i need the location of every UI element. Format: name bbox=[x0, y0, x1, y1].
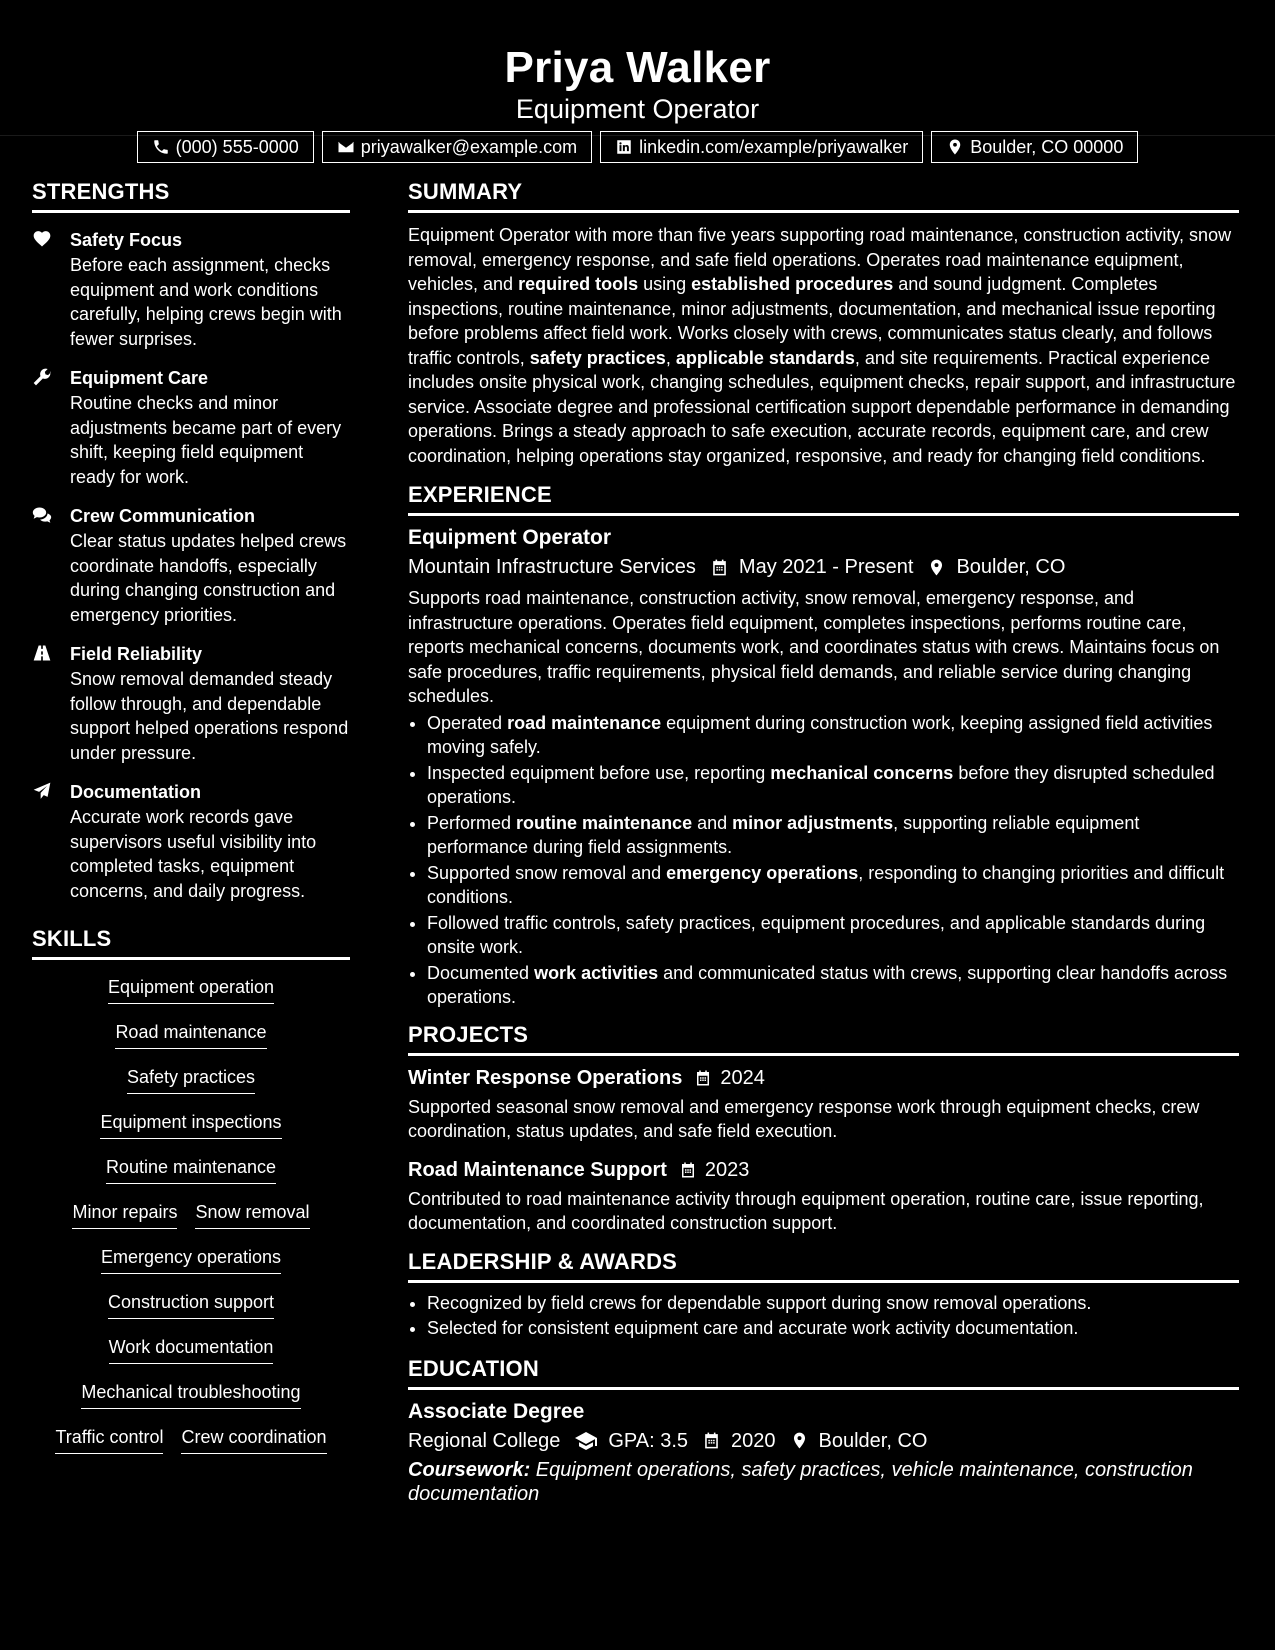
strength-title: Crew Communication bbox=[70, 506, 256, 526]
bullet-fragment: and communicated status with crews, supporting clear handoffs across operations. bbox=[427, 962, 1228, 1007]
contact-email[interactable] bbox=[322, 131, 592, 163]
skill-tag: Construction support bbox=[108, 1289, 274, 1319]
road-icon bbox=[32, 643, 52, 663]
leadership-item: • Recognized by field crews for dependable support during snow removal operations. bbox=[427, 1291, 1239, 1316]
coursework bbox=[408, 1458, 1239, 1507]
job-bullet bbox=[427, 811, 1239, 860]
summary-fragment: Equipment Operator with more than five years supporting road maintenance, construction activity, snow removal, emergency response, and safe field operations. Operates road maintenance equipment, vehicles, and bbox=[408, 225, 1232, 294]
skills-heading: SKILLS bbox=[32, 925, 350, 960]
strength-item bbox=[32, 779, 350, 903]
leadership-heading: LEADERSHIP & AWARDS bbox=[408, 1248, 1239, 1283]
job-description: Supports road maintenance, construction activity, snow removal, emergency response, and infrastructure operations. Operates field equipment, completes inspections, performs routine care, reports mechanical concerns, documents work, and coordinates status with crews. Maintains focus on safe procedures, traffic requirements, physical field demands, and reliable service during changing schedules. bbox=[408, 588, 1220, 706]
bullet-highlight: emergency operations bbox=[666, 862, 859, 883]
paper-plane-icon bbox=[32, 781, 52, 801]
job-bullet bbox=[427, 861, 1239, 910]
degree-name: Associate Degree bbox=[408, 1399, 585, 1423]
wrench-icon bbox=[32, 367, 52, 387]
skill-tag: Routine maintenance bbox=[106, 1154, 276, 1184]
school-location: Boulder, CO bbox=[818, 1429, 928, 1452]
strength-desc: Accurate work records gave supervisors useful visibility into completed tasks, equipment concerns, and daily progress. bbox=[70, 807, 317, 901]
bullet-fragment: Supported snow removal and bbox=[427, 862, 667, 883]
graduation-year: 2020 bbox=[731, 1429, 776, 1452]
job-dates: May 2021 - Present bbox=[738, 556, 914, 578]
bullet-highlight: routine maintenance bbox=[516, 812, 693, 833]
skill-tag: Road maintenance bbox=[115, 1019, 266, 1049]
skill-row bbox=[32, 1244, 350, 1289]
projects-heading: PROJECTS bbox=[408, 1021, 1239, 1056]
candidate-role: Equipment Operator bbox=[515, 94, 760, 124]
skill-row bbox=[32, 974, 350, 1019]
coursework-label: Coursework: bbox=[408, 1458, 531, 1481]
education-meta bbox=[408, 1426, 1239, 1456]
bullet-highlight: work activities bbox=[534, 962, 659, 983]
contact-email-text: priyawalker@example.com bbox=[360, 137, 578, 157]
location-pin-icon bbox=[946, 138, 964, 156]
skill-row bbox=[32, 1064, 350, 1109]
company-name: Mountain Infrastructure Services bbox=[408, 556, 696, 578]
skill-tag: Mechanical troubleshooting bbox=[81, 1379, 300, 1409]
summary-highlight: established procedures bbox=[691, 274, 894, 294]
gpa: GPA: 3.5 bbox=[608, 1429, 688, 1452]
contact-bar bbox=[0, 131, 1275, 163]
bullet-fragment: before they disrupted scheduled operations. bbox=[427, 762, 1215, 807]
skill-tag: Equipment inspections bbox=[100, 1109, 281, 1139]
strength-title: Equipment Care bbox=[70, 368, 209, 388]
job-title: Equipment Operator bbox=[408, 526, 612, 549]
skill-row bbox=[32, 1424, 350, 1469]
bullet-fragment: Performed bbox=[427, 812, 517, 833]
coursework-text: Equipment operations, safety practices, vehicle maintenance, construction documentation bbox=[408, 1458, 1193, 1505]
skills-list bbox=[32, 974, 350, 1469]
bullet-fragment: Inspected equipment before use, reporting bbox=[427, 762, 771, 783]
skill-tag: Work documentation bbox=[109, 1334, 274, 1364]
job-bullet bbox=[427, 711, 1239, 760]
strength-item bbox=[32, 503, 350, 627]
bullet-fragment: and bbox=[692, 812, 733, 833]
strength-title: Documentation bbox=[70, 782, 202, 802]
summary-fragment: , and site requirements. Practical experience includes onsite physical work, changing schedules, equipment checks, repair support, and infrastructure service. Associate degree and professional certification support dependable performance in demanding operations. Brings a steady approach to safe execution, accurate records, equipment care, and crew coordination, helping operations stay organized, responsive, and ready for changing field conditions. bbox=[408, 347, 1236, 466]
skill-row bbox=[32, 1379, 350, 1424]
contact-phone[interactable] bbox=[137, 131, 314, 163]
summary-highlight: safety practices bbox=[529, 347, 666, 368]
skill-tag: Emergency operations bbox=[101, 1244, 281, 1274]
calendar-icon bbox=[679, 1161, 697, 1179]
job-bullet bbox=[427, 961, 1239, 1010]
calendar-icon bbox=[694, 1069, 712, 1087]
summary-fragment: , bbox=[665, 347, 676, 368]
skill-row bbox=[32, 1154, 350, 1199]
location-pin-icon bbox=[790, 1431, 809, 1450]
summary-heading: SUMMARY bbox=[408, 178, 1239, 213]
contact-linkedin[interactable] bbox=[600, 131, 923, 163]
contact-linkedin-text: linkedin.com/example/priyawalker bbox=[639, 137, 909, 157]
strength-desc: Clear status updates helped crews coordinate handoffs, especially during changing construction and emergency priorities. bbox=[70, 531, 347, 625]
skill-tag: Minor repairs bbox=[72, 1199, 177, 1229]
heart-icon bbox=[32, 229, 52, 249]
skill-tag: Safety practices bbox=[127, 1064, 255, 1094]
bullet-fragment: Followed traffic controls, safety practices, equipment procedures, and applicable standards during onsite work. bbox=[427, 912, 1206, 957]
project-header bbox=[408, 1064, 1239, 1092]
summary-fragment: and sound judgment. Completes inspections, routine maintenance, minor adjustments, documentation, and mechanical issue reporting before problems affect field work. Works closely with crews, communicates status clearly, and follows traffic controls, bbox=[408, 274, 1216, 368]
skill-row bbox=[32, 1109, 350, 1154]
leadership-list bbox=[408, 1291, 1239, 1341]
strength-desc: Routine checks and minor adjustments became part of every shift, keeping field equipment ready for work. bbox=[70, 393, 342, 487]
contact-location[interactable] bbox=[931, 131, 1138, 163]
skill-tag: Equipment operation bbox=[108, 974, 274, 1004]
phone-icon bbox=[152, 138, 170, 156]
skill-row bbox=[32, 1199, 350, 1244]
strengths-heading: STRENGTHS bbox=[32, 178, 350, 213]
graduation-cap-icon bbox=[574, 1429, 598, 1453]
summary-highlight: required tools bbox=[518, 274, 639, 294]
skill-tag: Crew coordination bbox=[181, 1424, 326, 1454]
candidate-name: Priya Walker bbox=[504, 43, 771, 92]
email-icon bbox=[337, 138, 355, 156]
skill-row bbox=[32, 1019, 350, 1064]
education-heading: EDUCATION bbox=[408, 1355, 1239, 1390]
project-header bbox=[408, 1156, 1239, 1184]
resume-header bbox=[0, 0, 1275, 157]
bullet-fragment: , responding to changing priorities and difficult conditions. bbox=[427, 862, 1225, 907]
job-bullet bbox=[427, 911, 1239, 960]
strength-title: Field Reliability bbox=[70, 644, 203, 664]
bullet-highlight: road maintenance bbox=[507, 712, 662, 733]
bullet-fragment: , supporting reliable equipment performance during field assignments. bbox=[427, 812, 1140, 857]
strength-desc: Before each assignment, checks equipment and work conditions carefully, helping crews begin with fewer surprises. bbox=[70, 255, 342, 349]
calendar-icon bbox=[710, 558, 729, 577]
summary-highlight: applicable standards bbox=[675, 347, 855, 368]
project-name: Road Maintenance Support bbox=[408, 1158, 667, 1181]
linkedin-icon bbox=[615, 138, 633, 156]
bullet-fragment: Operated bbox=[427, 712, 508, 733]
summary-fragment: using bbox=[638, 274, 692, 294]
contact-phone-text: (000) 555-0000 bbox=[175, 137, 299, 157]
skill-row bbox=[32, 1289, 350, 1334]
bullet-highlight: mechanical concerns bbox=[770, 762, 954, 783]
skill-tag: Snow removal bbox=[195, 1199, 309, 1229]
school-name: Regional College bbox=[408, 1429, 561, 1452]
project-year: 2023 bbox=[704, 1158, 750, 1181]
chat-bubbles-icon bbox=[32, 505, 52, 525]
project-desc: Supported seasonal snow removal and emergency response work through equipment checks, crew coordination, status updates, and safe field execution. bbox=[408, 1096, 1200, 1141]
bullet-highlight: minor adjustments bbox=[732, 812, 894, 833]
strength-desc: Snow removal demanded steady follow through, and dependable support helped operations respond under pressure. bbox=[70, 669, 349, 763]
bullet-fragment: equipment during construction work, keeping assigned field activities moving safely. bbox=[427, 712, 1213, 757]
skill-tag: Traffic control bbox=[55, 1424, 163, 1454]
project-name: Winter Response Operations bbox=[408, 1066, 683, 1089]
job-meta bbox=[408, 552, 1239, 582]
strength-item bbox=[32, 641, 350, 765]
job-location: Boulder, CO bbox=[956, 556, 1066, 578]
project-desc: Contributed to road maintenance activity through equipment operation, routine care, issue reporting, documentation, and coordinated construction support. bbox=[408, 1188, 1204, 1233]
summary-text bbox=[408, 223, 1239, 468]
leadership-item: • Selected for consistent equipment care and accurate work activity documentation. bbox=[427, 1316, 1239, 1341]
strength-item bbox=[32, 227, 350, 351]
strength-title: Safety Focus bbox=[70, 230, 183, 250]
job-bullet bbox=[427, 761, 1239, 810]
job-bullets bbox=[408, 711, 1239, 1010]
project-year: 2024 bbox=[720, 1066, 765, 1089]
calendar-icon bbox=[702, 1431, 721, 1450]
skill-row bbox=[32, 1334, 350, 1379]
experience-heading: EXPERIENCE bbox=[408, 481, 1239, 516]
bullet-fragment: Documented bbox=[427, 962, 535, 983]
location-pin-icon bbox=[927, 558, 946, 577]
right-column bbox=[408, 178, 1239, 1507]
contact-location-text: Boulder, CO 00000 bbox=[970, 137, 1124, 157]
left-column bbox=[32, 178, 350, 1469]
strength-item bbox=[32, 365, 350, 489]
